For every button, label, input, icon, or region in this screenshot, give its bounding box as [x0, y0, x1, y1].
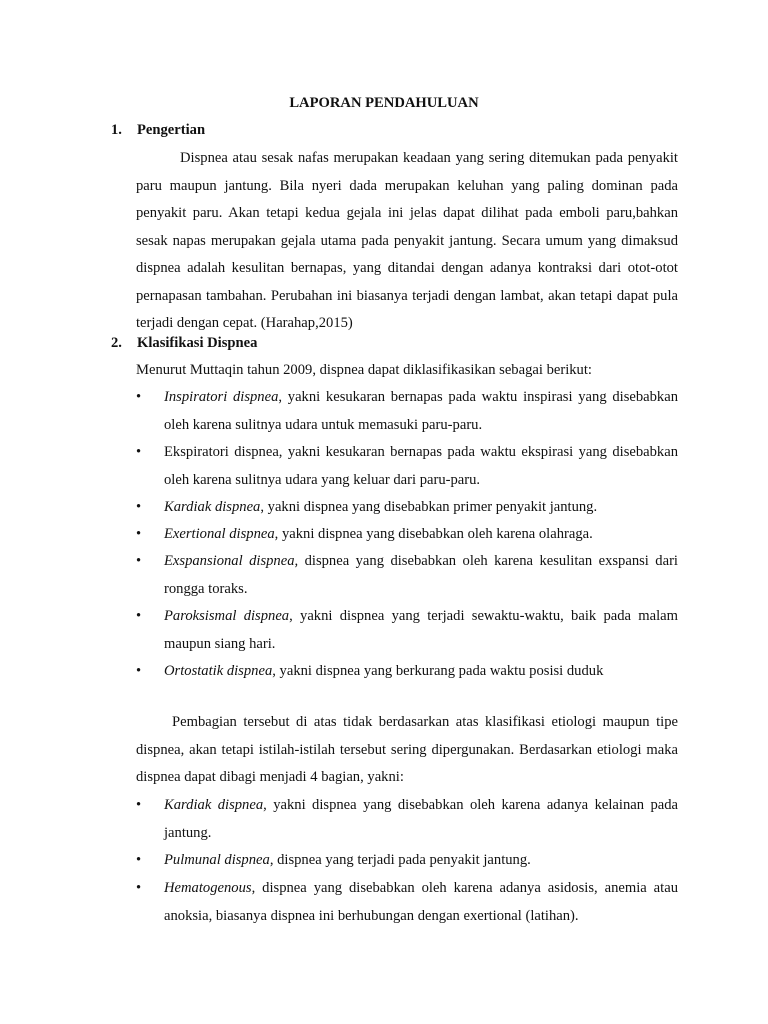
list-item-text — [164, 521, 678, 549]
list-item-description: , yakni dispnea yang terjadi sewaktu-waktu, baik pada malam maupun siang hari. — [164, 608, 678, 652]
list-item-text — [164, 847, 678, 875]
list-item-term: Kardiak dispnea — [164, 499, 261, 515]
document-title: LAPORAN PENDAHULUAN — [289, 95, 479, 111]
bullet-icon: • — [136, 663, 142, 679]
list-item-term: Inspiratori dispnea — [164, 389, 279, 405]
list-item-text — [164, 658, 678, 686]
paragraph-etiologi: Pembagian tersebut di atas tidak berdasarkan atas klasifikasi etiologi maupun tipe dispnea, akan tetapi istilah-istilah tersebut sering dipergunakan. Berdasarkan etiologi maka dispnea dapat dibagi menjadi 4 bagian, yakni: — [136, 714, 678, 785]
bullet-icon: • — [136, 797, 142, 813]
list-item-term: Ortostatik dispnea — [164, 663, 273, 679]
paragraph-intro: Menurut Muttaqin tahun 2009, dispnea dapat diklasifikasikan sebagai berikut: — [136, 362, 592, 378]
bullet-icon: • — [136, 526, 142, 542]
list-item-description: , yakni dispnea yang disebabkan oleh karena olahraga. — [274, 526, 593, 542]
list-item-text — [164, 384, 678, 439]
bullet-icon: • — [136, 880, 142, 896]
list-item-text — [164, 603, 678, 658]
list-item-term: Kardiak dispnea — [164, 797, 264, 813]
section-title: Pengertian — [137, 122, 206, 138]
list-item-description: , yakni dispnea yang disebabkan primer penyakit jantung. — [260, 499, 598, 515]
list-item-description: , dispnea yang terjadi pada penyakit jantung. — [269, 852, 531, 868]
list-item-description: , yakni dispnea yang disebabkan oleh karena adanya kelainan pada jantung. — [164, 797, 678, 841]
list-item-text — [164, 792, 678, 847]
list-item-text — [164, 494, 678, 522]
bullet-icon: • — [136, 852, 142, 868]
section-number: 1. — [111, 122, 122, 138]
list-item-term: Exspansional dispnea, — [164, 553, 299, 569]
bullet-icon: • — [136, 389, 142, 405]
section-number: 2. — [111, 335, 122, 351]
section-heading-klasifikasi — [111, 333, 257, 353]
list-item-term: Hematogenous — [164, 880, 252, 896]
list-item-description: dispnea yang disebabkan oleh karena kesulitan exspansi dari rongga toraks. — [164, 553, 678, 597]
bullet-icon: • — [136, 499, 142, 515]
list-item-term: Exertional dispnea — [164, 526, 275, 542]
bullet-icon: • — [136, 444, 142, 460]
paragraph-pengertian — [136, 145, 678, 338]
paragraph-text: Dispnea atau sesak nafas merupakan keadaan yang sering ditemukan pada penyakit paru maupun jantung. Bila nyeri dada merupakan keluhan yang paling dominan pada penyakit paru. Akan tetapi kedua gejala ini jelas dapat dilihat pada emboli paru,bahkan sesak napas merupakan gejala utama pada penyakit jantung. Secara umum yang dimaksud dispnea adalah kesulitan bernapas, yang ditandai dengan adanya kontraksi dari otot-otot pernapasan tambahan. Perubahan ini biasanya terjadi dengan lambat, akan tetapi dapat pula terjadi dengan cepat. (Harahap,2015) — [136, 150, 678, 331]
list-item-text — [164, 875, 678, 930]
list-item-description: , yakni dispnea yang berkurang pada waktu posisi duduk — [272, 663, 604, 679]
bullet-icon: • — [136, 553, 142, 569]
list-item-description: , dispnea yang disebabkan oleh karena adanya asidosis, anemia atau anoksia, biasanya dispnea ini berhubungan dengan exertional (latihan). — [164, 880, 678, 924]
section-title: Klasifikasi Dispnea — [137, 335, 258, 351]
list-item-text — [164, 548, 678, 603]
section-heading-pengertian — [111, 120, 205, 140]
list-item-description: , yakni kesukaran bernapas pada waktu inspirasi yang disebabkan oleh karena sulitnya udara untuk memasuki paru-paru. — [164, 389, 679, 433]
list-item-term: Pulmunal dispnea — [164, 852, 270, 868]
list-item-text — [164, 439, 678, 494]
list-item-description: Ekspiratori dispnea, yakni kesukaran bernapas pada waktu ekspirasi yang disebabkan oleh karena sulitnya udara yang keluar dari paru-paru. — [164, 444, 678, 488]
list-item-term: Paroksismal dispnea — [164, 608, 290, 624]
bullet-icon: • — [136, 608, 142, 624]
